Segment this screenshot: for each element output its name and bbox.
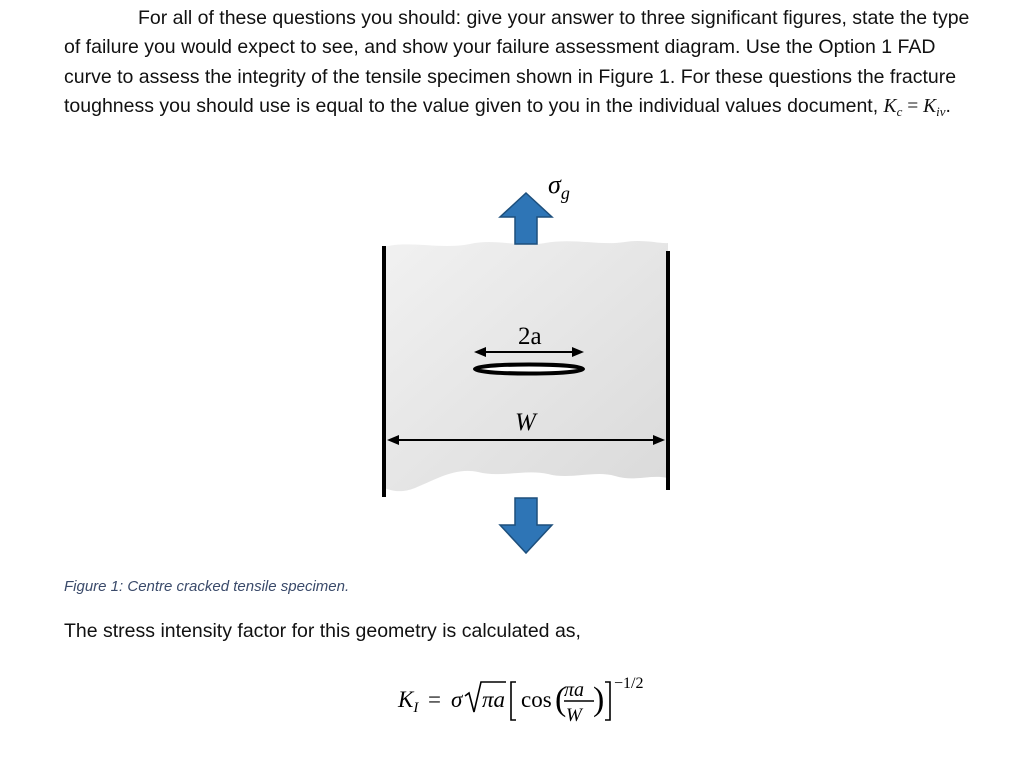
stress-label: $\sigma_g$ [548, 170, 570, 203]
equals-sign: = [902, 95, 924, 117]
bottom-load-arrow [500, 498, 552, 553]
sentence-end: . [945, 94, 951, 117]
kiv-symbol: $K_{iv}$ [923, 95, 946, 119]
right-bracket [605, 682, 610, 720]
right-paren: ) [593, 681, 605, 718]
eq-equals: = [428, 687, 441, 712]
left-paren: ( [555, 681, 567, 718]
width-label: W [515, 409, 536, 436]
eq-cos: cos [521, 687, 552, 712]
eq-sigma: σ [451, 687, 463, 712]
instructions-text: For all of these questions you should: give your answer to three significant figures, state the type of failure you would expect to see, and show your failure assessment diagram. Use the Option 1 FAD curve to assess the integrity of the tensile specimen shown in Figure 1. For these questions the fracture toughness you should use is equal to the value given to you in the individual values document, [64, 7, 970, 117]
figure-caption: Figure 1: Centre cracked tensile specimen. [64, 578, 350, 595]
kc-symbol: $K_c$ [883, 95, 903, 119]
eq-numerator: πa [564, 679, 585, 701]
eq-sqrt-arg: πa [482, 687, 506, 712]
stress-intensity-equation [397, 675, 643, 726]
top-load-arrow [500, 193, 552, 244]
centre-crack [475, 365, 583, 374]
left-bracket [511, 682, 516, 720]
eq-exponent: −1/2 [614, 675, 644, 692]
eq-lhs: $K_I$ [398, 687, 419, 716]
equation-intro: The stress intensity factor for this geometry is calculated as, [64, 620, 581, 642]
crack-length-label: 2a [518, 323, 542, 350]
eq-denominator: W [566, 705, 582, 726]
